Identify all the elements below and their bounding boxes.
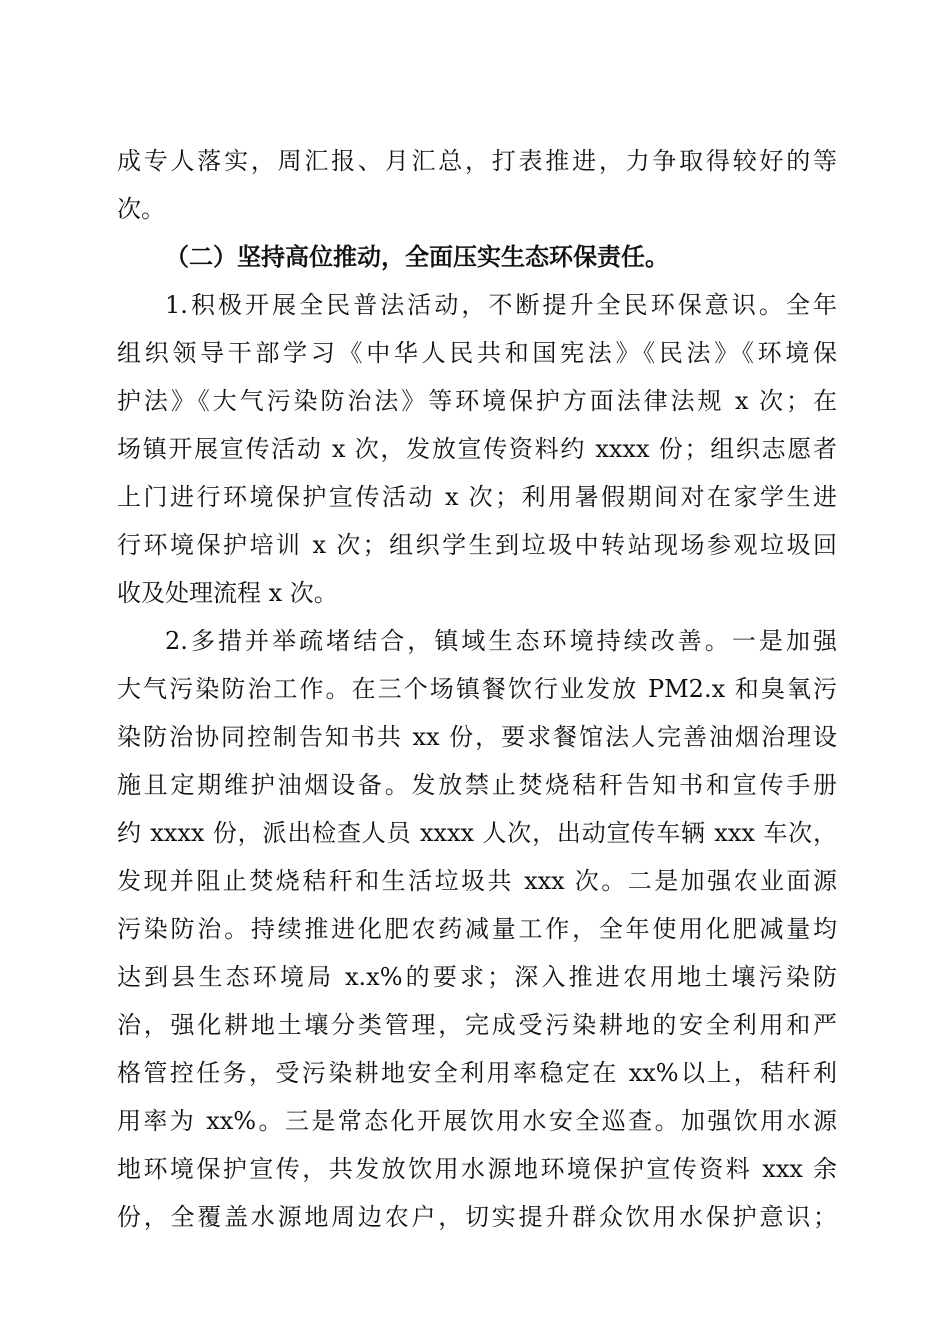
paragraph-line: 治，强化耕地土壤分类管理，完成受污染耕地的安全利用和严 [117,1011,837,1039]
paragraph-line: 污染防治。持续推进化肥农药减量工作，全年使用化肥减量均 [117,915,837,943]
paragraph-line: 收及处理流程 x 次。 [117,579,338,607]
paragraph-line: 大气污染防治工作。在三个场镇餐饮行业发放 PM2.x 和臭氧污 [117,675,837,703]
paragraph-line: 护法》《大气污染防治法》等环境保护方面法律法规 x 次；在 [117,387,837,415]
paragraph-line: 约 xxxx 份，派出检查人员 xxxx 人次，出动宣传车辆 xxx 车次， [117,819,837,847]
paragraph-line: 1.积极开展全民普法活动，不断提升全民环保意识。全年 [165,291,837,319]
paragraph-line: 份，全覆盖水源地周边农户，切实提升群众饮用水保护意识； [117,1203,837,1231]
paragraph-line: 发现并阻止焚烧秸秆和生活垃圾共 xxx 次。二是加强农业面源 [117,867,837,895]
paragraph-line: 用率为 xx%。三是常态化开展饮用水安全巡查。加强饮用水源 [117,1107,837,1135]
paragraph-line: 格管控任务，受污染耕地安全利用率稳定在 xx%以上，秸秆利 [117,1059,837,1087]
paragraph-line: 染防治协同控制告知书共 xx 份，要求餐馆法人完善油烟治理设 [117,723,837,751]
paragraph-line: 上门进行环境保护宣传活动 x 次；利用暑假期间对在家学生进 [117,483,837,511]
section-heading: （二）坚持高位推动，全面压实生态环保责任。 [165,242,669,271]
paragraph-line: 场镇开展宣传活动 x 次，发放宣传资料约 xxxx 份；组织志愿者 [117,435,837,463]
paragraph-line: 2.多措并举疏堵结合，镇域生态环境持续改善。一是加强 [165,627,837,655]
paragraph-line: 次。 [117,195,165,223]
paragraph-line: 成专人落实，周汇报、月汇总，打表推进，力争取得较好的等 [117,147,837,175]
paragraph-line: 施且定期维护油烟设备。发放禁止焚烧秸秆告知书和宣传手册 [117,771,837,799]
paragraph-line: 地环境保护宣传，共发放饮用水源地环境保护宣传资料 xxx 余 [117,1155,837,1183]
paragraph-line: 组织领导干部学习《中华人民共和国宪法》《民法》《环境保 [117,339,837,367]
paragraph-line: 行环境保护培训 x 次；组织学生到垃圾中转站现场参观垃圾回 [117,531,837,559]
paragraph-line: 达到县生态环境局 x.x%的要求；深入推进农用地土壤污染防 [117,963,837,991]
